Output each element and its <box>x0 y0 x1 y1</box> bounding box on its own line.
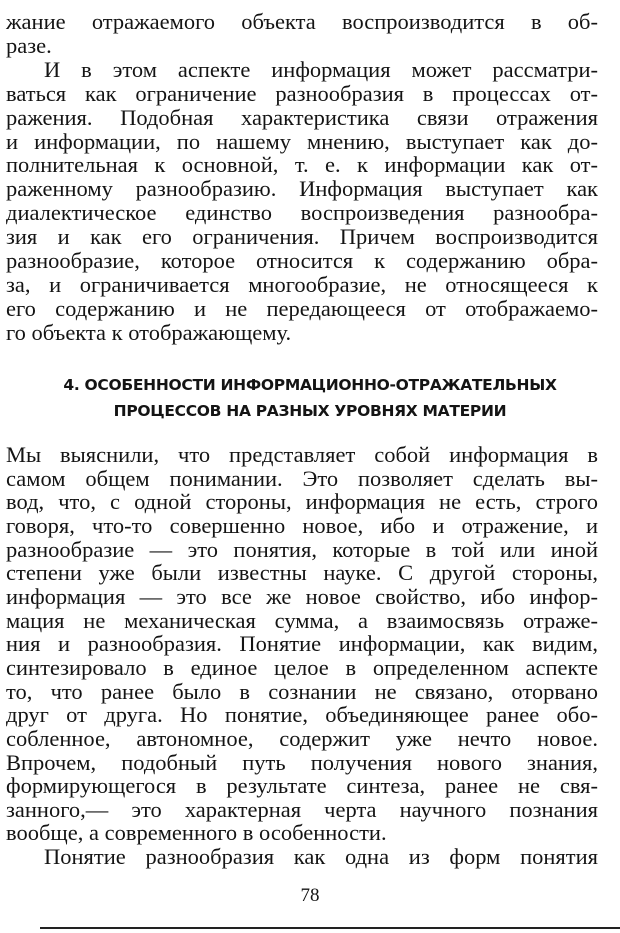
text-line: го объекта к отображающему. <box>6 319 292 345</box>
text-line: ражения. Подобная характеристика связи отражения <box>6 104 598 130</box>
text-line: Понятие разнообразия как одна из форм понятия <box>44 844 598 869</box>
text-line: его содержанию и не передающееся от отображаемо- <box>6 295 598 321</box>
section-heading-line-2: ПРОЦЕССОВ НА РАЗНЫХ УРОВНЯХ МАТЕРИИ <box>113 402 507 420</box>
text-line: то, что ранее было в сознании не связано, оторвано <box>6 678 598 704</box>
text-line: ния и разнообразия. Понятие информации, как видим, <box>6 631 598 657</box>
text-line: говоря, что-то совершенно новое, ибо и отражение, и <box>6 513 598 538</box>
text-line: диалектическое единство воспроизведения разнообра- <box>6 200 598 226</box>
text-line: синтезировало в единое целое в определенном аспекте <box>6 654 598 680</box>
text-line: И в этом аспекте информация может рассматри- <box>44 56 598 82</box>
text-line: разе. <box>6 32 52 58</box>
text-line: ваться как ограничение разнообразия в процессах от- <box>6 80 598 106</box>
text-line: разнообразие — это понятия, которые в той или иной <box>6 536 598 562</box>
text-line: собленное, автономное, содержит уже нечто новое. <box>6 725 598 751</box>
text-line: друг от друга. Но понятие, объединяющее ранее обо- <box>6 702 598 728</box>
text-line: раженному разнообразию. Информация выступает как <box>6 176 598 202</box>
footer-rule <box>40 927 620 929</box>
text-line: жание отражаемого объекта воспроизводится в об- <box>6 9 598 34</box>
text-line: Мы выяснили, что представляет собой информация в <box>6 442 598 467</box>
text-line: степени уже были известны науке. С другой стороны, <box>6 560 598 586</box>
text-line: мация не механическая сумма, а взаимосвязь отраже- <box>6 607 598 633</box>
text-line: занного,— это характерная черта научного познания <box>6 796 598 822</box>
text-line: информация — это все же новое свойство, ибо инфор- <box>6 583 598 609</box>
text-line: и информации, по нашему мнению, выступает как до- <box>6 128 598 154</box>
text-line: за, и ограничивается многообразие, не относящееся к <box>6 271 598 297</box>
text-line: полнительная к основной, т. е. к информации как от- <box>6 152 598 178</box>
text-line: вообще, а современного в особенности. <box>6 820 387 846</box>
section-heading-line-1: 4. ОСОБЕННОСТИ ИНФОРМАЦИОННО-ОТРАЖАТЕЛЬНЫХ <box>63 376 557 394</box>
text-line: зия и как его ограничения. Причем воспроизводится <box>6 224 598 250</box>
text-line: формирующегося в результате синтеза, ранее не свя- <box>6 773 598 799</box>
text-line: самом общем понимании. Это позволяет сделать вы- <box>6 465 598 491</box>
text-line: вод, что, с одной стороны, информация не есть, строго <box>6 489 598 515</box>
page-number: 78 <box>300 885 320 906</box>
text-line: разнообразие, которое относится к содержанию обра- <box>6 248 598 273</box>
text-line: Впрочем, подобный путь получения нового знания, <box>6 749 598 775</box>
